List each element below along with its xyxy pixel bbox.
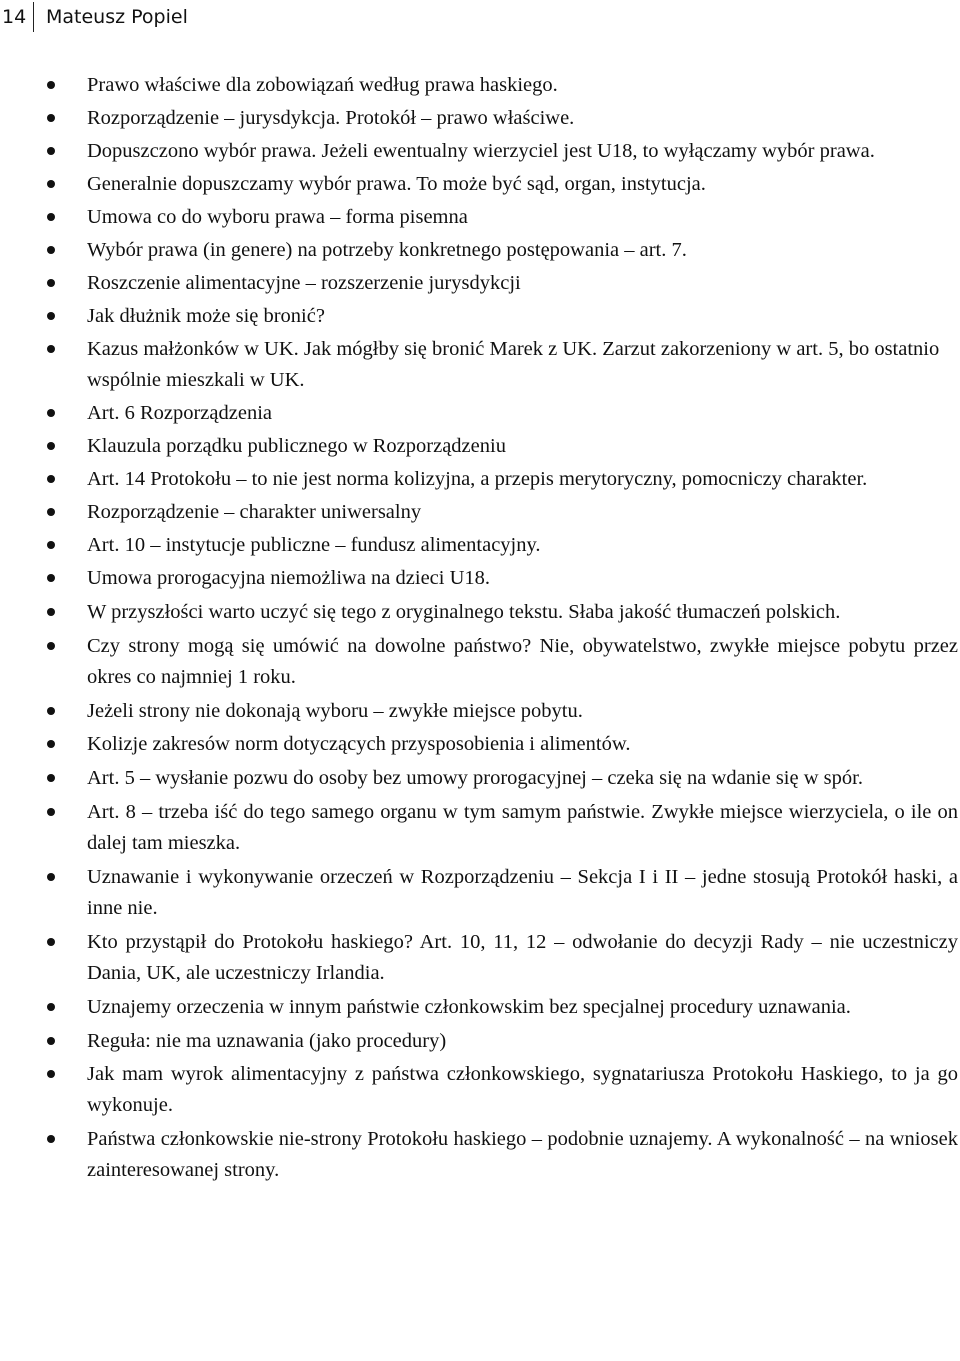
bullet-icon [47,774,55,782]
list-item-text: Jak mam wyrok alimentacyjny z państwa członkowskiego, sygnatariusza Protokołu Haskiego, to ja go wykonuje. [87,1063,958,1116]
list-item [0,268,960,299]
list-item-text: Prawo właściwe dla zobowiązań według prawa haskiego. [87,74,558,96]
bullet-icon [47,608,55,616]
list-item-text: Czy strony mogą się umówić na dowolne państwo? Nie, obywatelstwo, zwykłe miejsce pobytu przez okres co najmniej 1 roku. [87,635,958,688]
list-item-text: Art. 14 Protokołu – to nie jest norma kolizyjna, a przepis merytoryczny, pomocniczy charakter. [87,468,868,490]
list-item-text: Uznajemy orzeczenia w innym państwie członkowskim bez specjalnej procedury uznawania. [87,996,851,1018]
list-item [0,696,960,727]
list-item [0,70,960,101]
bullet-icon [47,1070,55,1078]
bullet-icon [47,1037,55,1045]
list-item-text: Klauzula porządku publicznego w Rozporządzeniu [87,435,506,457]
list-item-text: Dopuszczono wybór prawa. Jeżeli ewentualny wierzyciel jest U18, to wyłączamy wybór prawa. [87,140,875,162]
bullet-icon [47,180,55,188]
list-item-text: Umowa co do wyboru prawa – forma pisemna [87,206,468,228]
bullet-icon [47,873,55,881]
list-item-text: Art. 8 – trzeba iść do tego samego organu w tym samym państwie. Zwykłe miejsce wierzyciela, o ile on dalej tam mieszka. [87,801,958,854]
list-item-text: Jak dłużnik może się bronić? [87,305,325,327]
bullet-icon [47,147,55,155]
header-divider [33,2,34,32]
bullet-icon [47,938,55,946]
bullet-icon [47,808,55,816]
list-item [0,235,960,266]
list-item [0,927,960,989]
list-item-text: Generalnie dopuszczamy wybór prawa. To może być sąd, organ, instytucja. [87,173,706,195]
list-item-text: Kto przystąpił do Protokołu haskiego? Art. 10, 11, 12 – odwołanie do decyzji Rady – nie uczestniczy Dania, UK, ale uczestniczy Irlandia. [87,931,958,984]
list-item-text: Uznawanie i wykonywanie orzeczeń w Rozporządzeniu – Sekcja I i II – jedne stosują Protokół haski, a inne nie. [87,866,958,919]
list-item [0,1026,960,1057]
page-number: 14 [2,6,27,28]
bullet-icon [47,81,55,89]
bullet-icon [47,1003,55,1011]
bullet-icon [47,312,55,320]
list-item-text: Reguła: nie ma uznawania (jako procedury) [87,1030,447,1052]
list-item [0,729,960,760]
bullet-icon [47,213,55,221]
list-item [0,631,960,693]
list-item [0,1059,960,1121]
list-item-text: Jeżeli strony nie dokonają wyboru – zwykłe miejsce pobytu. [87,700,583,722]
list-item [0,763,960,794]
list-item [0,530,960,561]
list-item-text: Art. 5 – wysłanie pozwu do osoby bez umowy prorogacyjnej – czeka się na wdanie się w spór. [87,767,863,789]
list-item-text: Umowa prorogacyjna niemożliwa na dzieci U18. [87,567,491,589]
list-item-text: Wybór prawa (in genere) na potrzeby konkretnego postępowania – art. 7. [87,239,687,261]
bullet-icon [47,574,55,582]
author-name: Mateusz Popiel [46,6,188,28]
list-item [0,103,960,134]
list-item-text: Rozporządzenie – jurysdykcja. Protokół – prawo właściwe. [87,107,575,129]
list-item [0,597,960,628]
bullet-icon [47,508,55,516]
list-item-text: Art. 6 Rozporządzenia [87,402,272,424]
list-item [0,431,960,462]
list-item-text: Art. 10 – instytucje publiczne – fundusz alimentacyjny. [87,534,541,556]
page-header [0,2,188,32]
list-item [0,497,960,528]
list-item [0,992,960,1023]
list-item [0,1124,960,1186]
list-item-text: Roszczenie alimentacyjne – rozszerzenie jurysdykcji [87,272,521,294]
list-item [0,301,960,332]
list-item [0,334,960,396]
list-item [0,563,960,594]
bullet-icon [47,409,55,417]
list-item [0,202,960,233]
list-item [0,797,960,859]
bullet-icon [47,345,55,353]
list-item-text: W przyszłości warto uczyć się tego z oryginalnego tekstu. Słaba jakość tłumaczeń polskich. [87,601,841,623]
list-item [0,862,960,924]
list-item [0,464,960,495]
list-item-text: Kolizje zakresów norm dotyczących przysposobienia i alimentów. [87,733,631,755]
bullet-icon [47,642,55,650]
bullet-icon [47,707,55,715]
bullet-icon [47,541,55,549]
bullet-icon [47,1135,55,1143]
bullet-icon [47,114,55,122]
notes-list [0,68,960,1186]
bullet-icon [47,475,55,483]
list-item-text: Rozporządzenie – charakter uniwersalny [87,501,422,523]
list-item [0,136,960,167]
bullet-icon [47,442,55,450]
list-item-text: Państwa członkowskie nie-strony Protokołu haskiego – podobnie uznajemy. A wykonalność – na wniosek zainteresowanej strony. [87,1128,958,1181]
list-item [0,169,960,200]
bullet-icon [47,246,55,254]
list-item [0,398,960,429]
bullet-icon [47,740,55,748]
list-item-text: Kazus małżonków w UK. Jak mógłby się bronić Marek z UK. Zarzut zakorzeniony w art. 5, bo ostatnio wspólnie mieszkali w UK. [87,338,940,391]
bullet-icon [47,279,55,287]
